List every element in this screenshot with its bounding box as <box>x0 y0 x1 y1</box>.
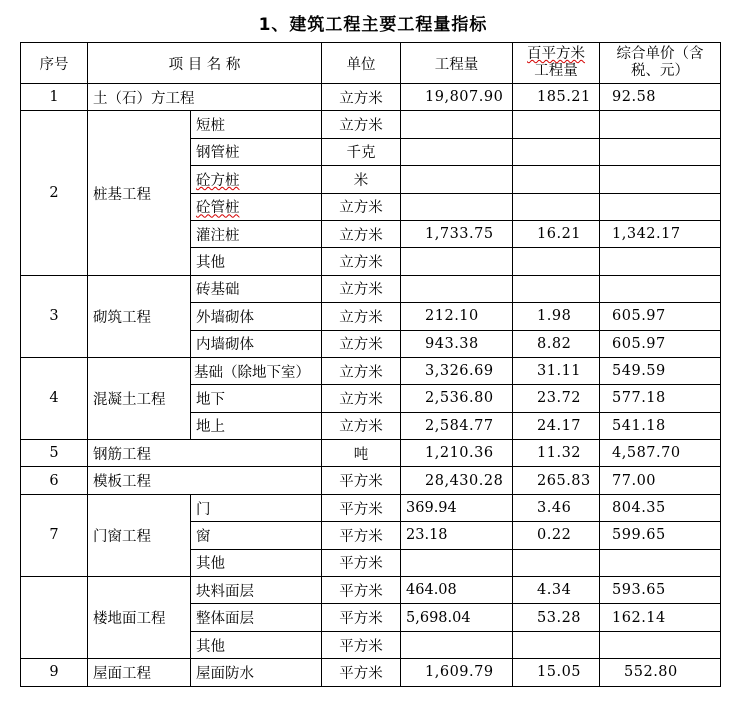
row-unit: 立方米 <box>322 248 401 275</box>
row-per100: 53.28 <box>513 604 600 631</box>
header-per100-line1: 百平方米 <box>527 46 586 62</box>
row-price: 577.18 <box>600 385 721 412</box>
row-unit: 立方米 <box>322 385 401 412</box>
page-title: 1、建筑工程主要工程量指标 <box>258 15 488 35</box>
row-per100: 0.22 <box>513 522 600 549</box>
row-qty: 2,584.77 <box>401 412 513 439</box>
group-name: 门窗工程 <box>88 494 191 576</box>
table-row <box>21 275 721 302</box>
row-qty <box>401 111 513 138</box>
row-per100 <box>513 549 600 576</box>
row-per100: 4.34 <box>513 577 600 604</box>
row-unit: 立方米 <box>322 84 401 111</box>
row-per100: 265.83 <box>513 467 600 494</box>
row-unit: 平方米 <box>322 522 401 549</box>
row-price: 92.58 <box>600 84 721 111</box>
row-per100: 15.05 <box>513 659 600 686</box>
header-name: 项 目 名 称 <box>88 43 322 84</box>
row-qty <box>401 549 513 576</box>
table-row <box>21 577 721 604</box>
row-qty <box>401 248 513 275</box>
row-per100 <box>513 275 600 302</box>
row-unit: 平方米 <box>322 604 401 631</box>
row-price: 541.18 <box>600 412 721 439</box>
row-sub: 块料面层 <box>191 577 322 604</box>
row-unit: 立方米 <box>322 111 401 138</box>
row-per100: 3.46 <box>513 494 600 521</box>
row-price: 605.97 <box>600 330 721 357</box>
row-per100: 1.98 <box>513 303 600 330</box>
header-quantity: 工程量 <box>401 43 513 84</box>
row-price <box>600 166 721 193</box>
row-sub <box>191 166 322 193</box>
table-row <box>21 440 721 467</box>
row-price <box>600 549 721 576</box>
row-sub: 砖基础 <box>191 275 322 302</box>
row-price <box>600 248 721 275</box>
row-qty: 1,733.75 <box>401 220 513 247</box>
row-sub-text: 砼方桩 <box>196 172 240 189</box>
group-no: 2 <box>21 111 88 275</box>
row-sub: 地上 <box>191 412 322 439</box>
row-no: 6 <box>21 467 88 494</box>
row-qty: 1,210.36 <box>401 440 513 467</box>
row-no: 9 <box>21 659 88 686</box>
header-per100-line2: 工程量 <box>534 63 578 79</box>
table-row <box>21 84 721 111</box>
row-qty <box>401 166 513 193</box>
header-row <box>21 43 721 84</box>
row-qty: 23.18 <box>401 522 513 549</box>
row-unit: 平方米 <box>322 494 401 521</box>
row-per100: 185.21 <box>513 84 600 111</box>
row-per100 <box>513 631 600 658</box>
row-unit: 平方米 <box>322 549 401 576</box>
row-price <box>600 631 721 658</box>
row-unit: 立方米 <box>322 330 401 357</box>
table-row <box>21 357 721 384</box>
row-price: 605.97 <box>600 303 721 330</box>
row-qty: 212.10 <box>401 303 513 330</box>
group-name: 桩基工程 <box>88 111 191 275</box>
row-unit: 立方米 <box>322 357 401 384</box>
header-price: 综合单价（含税、元） <box>600 43 721 84</box>
row-sub: 屋面防水 <box>191 659 322 686</box>
row-price <box>600 275 721 302</box>
table-row <box>21 467 721 494</box>
row-sub <box>191 193 322 220</box>
row-price: 804.35 <box>600 494 721 521</box>
row-per100: 23.72 <box>513 385 600 412</box>
row-unit: 平方米 <box>322 577 401 604</box>
row-unit: 立方米 <box>322 275 401 302</box>
row-sub: 其他 <box>191 631 322 658</box>
group-name: 砌筑工程 <box>88 275 191 357</box>
row-sub: 整体面层 <box>191 604 322 631</box>
row-sub: 其他 <box>191 549 322 576</box>
row-sub: 地下 <box>191 385 322 412</box>
row-sub: 窗 <box>191 522 322 549</box>
row-name: 土（石）方工程 <box>88 84 322 111</box>
row-per100 <box>513 248 600 275</box>
row-price: 549.59 <box>600 357 721 384</box>
indicator-table <box>20 42 721 687</box>
row-per100 <box>513 138 600 165</box>
group-no <box>21 577 88 659</box>
row-unit: 立方米 <box>322 220 401 247</box>
row-unit: 立方米 <box>322 412 401 439</box>
group-name: 楼地面工程 <box>88 577 191 659</box>
header-no: 序号 <box>21 43 88 84</box>
row-per100 <box>513 193 600 220</box>
row-qty <box>401 193 513 220</box>
row-sub: 基础（除地下室） <box>191 357 322 384</box>
row-qty: 5,698.04 <box>401 604 513 631</box>
row-no: 1 <box>21 84 88 111</box>
row-sub: 外墙砌体 <box>191 303 322 330</box>
row-unit: 立方米 <box>322 303 401 330</box>
row-qty <box>401 138 513 165</box>
row-name: 屋面工程 <box>88 659 191 686</box>
group-no: 7 <box>21 494 88 576</box>
row-per100: 24.17 <box>513 412 600 439</box>
row-qty: 1,609.79 <box>401 659 513 686</box>
row-sub-text: 砼管桩 <box>196 200 240 217</box>
table-row <box>21 659 721 686</box>
row-qty: 28,430.28 <box>401 467 513 494</box>
row-qty: 2,536.80 <box>401 385 513 412</box>
row-price <box>600 111 721 138</box>
row-sub: 内墙砌体 <box>191 330 322 357</box>
row-unit: 平方米 <box>322 631 401 658</box>
row-price: 593.65 <box>600 577 721 604</box>
row-unit: 千克 <box>322 138 401 165</box>
row-price: 1,342.17 <box>600 220 721 247</box>
row-price: 552.80 <box>600 659 721 686</box>
row-sub: 其他 <box>191 248 322 275</box>
row-price: 77.00 <box>600 467 721 494</box>
row-unit: 平方米 <box>322 659 401 686</box>
row-qty <box>401 275 513 302</box>
row-per100 <box>513 111 600 138</box>
row-qty: 369.94 <box>401 494 513 521</box>
row-per100: 31.11 <box>513 357 600 384</box>
row-sub: 钢管桩 <box>191 138 322 165</box>
row-per100: 8.82 <box>513 330 600 357</box>
row-price: 599.65 <box>600 522 721 549</box>
row-qty: 943.38 <box>401 330 513 357</box>
row-unit: 米 <box>322 166 401 193</box>
row-per100: 11.32 <box>513 440 600 467</box>
row-unit: 吨 <box>322 440 401 467</box>
row-qty: 19,807.90 <box>401 84 513 111</box>
row-per100 <box>513 166 600 193</box>
row-no: 5 <box>21 440 88 467</box>
row-qty: 3,326.69 <box>401 357 513 384</box>
row-price <box>600 138 721 165</box>
row-qty <box>401 631 513 658</box>
row-unit: 立方米 <box>322 193 401 220</box>
row-name: 模板工程 <box>88 467 322 494</box>
group-no: 4 <box>21 357 88 439</box>
table-row <box>21 494 721 521</box>
table-row <box>21 111 721 138</box>
row-qty: 464.08 <box>401 577 513 604</box>
header-unit: 单位 <box>322 43 401 84</box>
row-price: 162.14 <box>600 604 721 631</box>
row-sub: 灌注桩 <box>191 220 322 247</box>
row-sub: 门 <box>191 494 322 521</box>
row-price <box>600 193 721 220</box>
row-sub: 短桩 <box>191 111 322 138</box>
row-unit: 平方米 <box>322 467 401 494</box>
header-per100 <box>513 43 600 84</box>
group-name: 混凝土工程 <box>88 357 191 439</box>
row-name: 钢筋工程 <box>88 440 322 467</box>
group-no: 3 <box>21 275 88 357</box>
row-per100: 16.21 <box>513 220 600 247</box>
row-price: 4,587.70 <box>600 440 721 467</box>
